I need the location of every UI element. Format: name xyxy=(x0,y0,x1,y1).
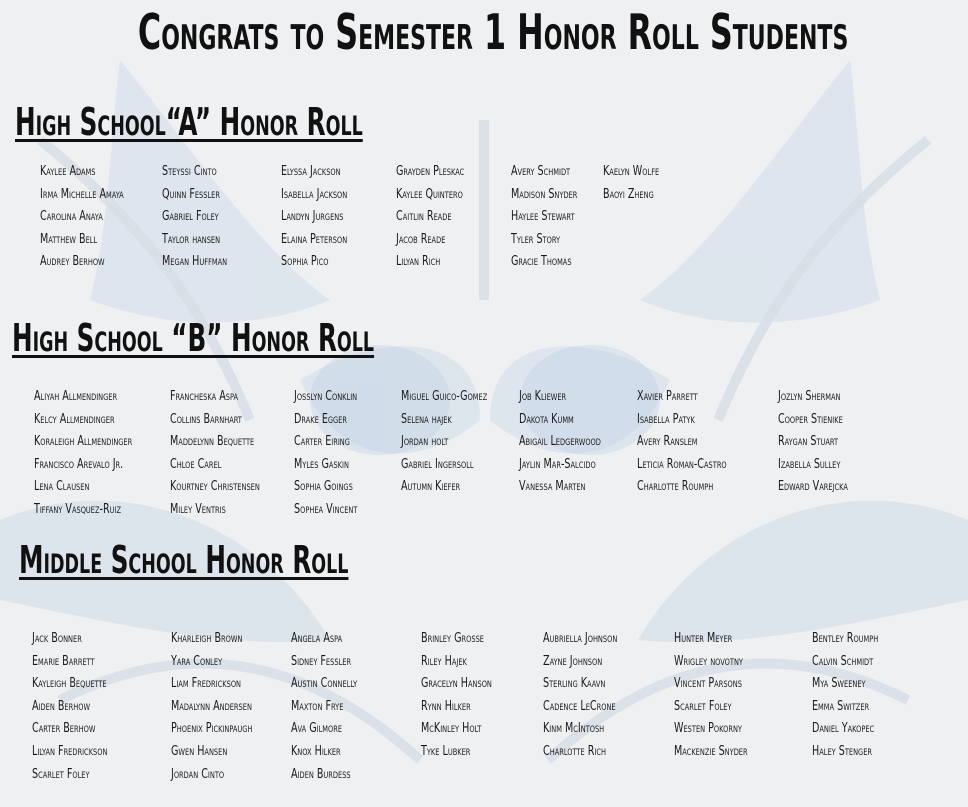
student-name: Calvin Schmidt xyxy=(812,653,874,669)
name-column xyxy=(294,386,371,522)
student-name: Collins Barnhart xyxy=(170,411,242,427)
student-name: Gracelyn Hanson xyxy=(421,676,492,692)
student-name: Scarlet Foley xyxy=(32,766,90,782)
student-name: Emma Switzer xyxy=(812,698,870,714)
student-name: Hunter Meyer xyxy=(674,631,733,646)
student-name: Lena Clausen xyxy=(34,479,90,495)
student-name: Quinn Fessler xyxy=(162,186,221,202)
name-column xyxy=(543,628,634,764)
student-name: Emarie Barrett xyxy=(32,653,95,669)
student-name: Brinley Grosse xyxy=(421,631,485,646)
name-column xyxy=(171,628,270,786)
student-name: Dakota Kumm xyxy=(519,411,574,427)
name-column xyxy=(162,161,241,274)
student-name: Audrey Berhow xyxy=(40,254,105,270)
student-name: Chloe Carel xyxy=(170,456,222,472)
name-column xyxy=(170,386,280,522)
student-name: Selena hajek xyxy=(401,411,452,427)
student-name: Elaina Peterson xyxy=(281,231,348,247)
name-column xyxy=(511,161,592,274)
student-name: Tyler Story xyxy=(511,231,561,247)
student-name: Lilyan Rich xyxy=(396,254,441,270)
student-name: Zayne Johnson xyxy=(543,653,603,669)
section-heading-hs-b: High School “B” Honor Roll xyxy=(12,316,375,360)
student-name: Jordan holt xyxy=(401,434,449,450)
name-column xyxy=(778,386,863,499)
student-name: Vincent Parsons xyxy=(674,676,742,692)
student-name: Scarlet Foley xyxy=(674,698,732,714)
student-name: Vanessa Marten xyxy=(519,479,586,495)
student-name: Xavier Parrett xyxy=(637,389,698,404)
student-name: Elyssa Jackson xyxy=(281,164,341,179)
student-name: Sophea Vincent xyxy=(294,501,358,517)
student-name: Josslyn Conklin xyxy=(294,389,358,404)
student-name: Sidney Fessler xyxy=(291,653,352,669)
name-column xyxy=(281,161,362,274)
section-heading-ms: Middle School Honor Roll xyxy=(19,538,349,582)
student-name: Gabriel Ingersoll xyxy=(401,456,474,472)
student-name: Cooper Stienike xyxy=(778,411,843,427)
name-column xyxy=(401,386,506,499)
student-name: Francisco Arevalo Jr. xyxy=(34,456,124,472)
student-name: Taylor hansen xyxy=(162,231,221,247)
student-name: Ava Gilmore xyxy=(291,721,343,737)
student-name: Baoyi Zheng xyxy=(603,186,654,202)
page-title: Congrats to Semester 1 Honor Roll Students xyxy=(137,4,849,61)
student-name: Landyn Jurgens xyxy=(281,209,344,225)
student-name: Aliyah Allmendinger xyxy=(34,389,118,404)
student-name: Sophia Pico xyxy=(281,254,329,270)
student-name: Phoenix Pickinpaugh xyxy=(171,721,253,737)
student-name: Koraleigh Allmendinger xyxy=(34,434,133,450)
student-name: Gracie Thomas xyxy=(511,254,572,270)
student-name: McKinley Holt xyxy=(421,721,482,737)
student-name: Bentley Roumph xyxy=(812,631,879,646)
student-name: Tiffany Vasquez-Ruiz xyxy=(34,501,122,517)
student-name: Miley Ventris xyxy=(170,501,226,517)
student-name: Caitlin Reade xyxy=(396,209,452,225)
student-name: Austin Connelly xyxy=(291,676,358,692)
name-column xyxy=(603,161,672,206)
student-name: Aiden Berhow xyxy=(32,698,91,714)
name-column xyxy=(396,161,479,274)
name-column xyxy=(40,161,142,274)
student-name: Mya Sweeney xyxy=(812,676,866,692)
student-name: Gwen Hansen xyxy=(171,743,228,759)
student-name: Aiden Burdess xyxy=(291,766,351,782)
student-name: Daniel Yakopec xyxy=(812,721,875,737)
student-name: Lilyan Fredrickson xyxy=(32,743,108,759)
student-name: Kaelyn Wolfe xyxy=(603,164,660,179)
student-name: Izabella Sulley xyxy=(778,456,841,472)
student-name: Sterling Kaavn xyxy=(543,676,606,692)
student-name: Francheska Aspa xyxy=(170,389,239,404)
student-name: Haley Stenger xyxy=(812,743,873,759)
student-name: Yara Conley xyxy=(171,653,223,669)
name-column xyxy=(32,628,124,786)
student-name: Aubriella Johnson xyxy=(543,631,618,646)
student-name: Haylee Stewart xyxy=(511,209,575,225)
student-name: Jack Bonner xyxy=(32,631,82,646)
student-name: Carter Eiring xyxy=(294,434,350,450)
student-name: Mackenzie Snyder xyxy=(674,743,748,759)
student-name: Raygan Stuart xyxy=(778,434,839,450)
name-column xyxy=(812,628,893,764)
student-name: Jozlyn Sherman xyxy=(778,389,841,404)
name-column xyxy=(519,386,619,499)
student-name: Drake Egger xyxy=(294,411,347,427)
student-name: Jaylin Mar-Salcido xyxy=(519,456,596,472)
student-name: Carter Berhow xyxy=(32,721,96,737)
student-name: Edward Varejcka xyxy=(778,479,848,495)
student-name: Abigail Ledgerwood xyxy=(519,434,601,450)
student-name: Isabella Patyk xyxy=(637,411,695,427)
name-column xyxy=(291,628,372,786)
student-name: Miguel Guico-Gomez xyxy=(401,389,488,404)
student-name: Isabella Jackson xyxy=(281,186,348,202)
student-name: Angela Aspa xyxy=(291,631,343,646)
student-name: Kaylee Adams xyxy=(40,164,96,179)
student-name: Maddelynn Bequette xyxy=(170,434,255,450)
student-name: Wrigley novotny xyxy=(674,653,743,669)
student-name: Riley Hajek xyxy=(421,653,467,669)
student-name: Kayleigh Bequette xyxy=(32,676,107,692)
student-name: Avery Ranslem xyxy=(637,434,698,450)
name-column xyxy=(421,628,507,764)
student-name: Grayden Pleskac xyxy=(396,164,465,179)
student-name: Carolina Anaya xyxy=(40,209,103,225)
student-name: Avery Schmidt xyxy=(511,164,571,179)
student-name: Gabriel Foley xyxy=(162,209,219,225)
student-name: Charlotte Roumph xyxy=(637,479,714,495)
student-name: Kinm McIntosh xyxy=(543,721,605,737)
student-name: Rynn Hilker xyxy=(421,698,471,714)
name-column xyxy=(637,386,746,499)
student-name: Madalynn Andersen xyxy=(171,698,252,714)
student-name: Liam Fredrickson xyxy=(171,676,242,692)
student-name: Steyssi Cinto xyxy=(162,164,217,179)
student-name: Kharleigh Brown xyxy=(171,631,243,646)
student-name: Jordan Cinto xyxy=(171,766,225,782)
student-name: Megan Huffman xyxy=(162,254,228,270)
student-name: Kaylee Quintero xyxy=(396,186,463,202)
student-name: Madison Snyder xyxy=(511,186,578,202)
student-name: Matthew Bell xyxy=(40,231,98,247)
student-name: Knox Hilker xyxy=(291,743,341,759)
student-name: Kelcy Allmendinger xyxy=(34,411,115,427)
student-name: Sophia Goings xyxy=(294,479,353,495)
student-name: Cadence LeCrone xyxy=(543,698,616,714)
student-name: Myles Gaskin xyxy=(294,456,349,472)
student-name: Kourtney Christensen xyxy=(170,479,260,495)
student-name: Jacob Reade xyxy=(396,231,446,247)
student-name: Job Kliewer xyxy=(519,389,567,404)
name-column xyxy=(674,628,764,764)
section-heading-hs-a: High School“A” Honor Roll xyxy=(15,100,363,144)
student-name: Tyke Lubker xyxy=(421,743,471,759)
student-name: Charlotte Rich xyxy=(543,743,606,759)
student-name: Westen Pokorny xyxy=(674,721,742,737)
student-name: Leticia Roman-Castro xyxy=(637,456,727,472)
student-name: Autumn Kiefer xyxy=(401,479,461,495)
student-name: Irma Michelle Amaya xyxy=(40,186,124,202)
name-column xyxy=(34,386,154,522)
student-name: Maxton Frye xyxy=(291,698,344,714)
